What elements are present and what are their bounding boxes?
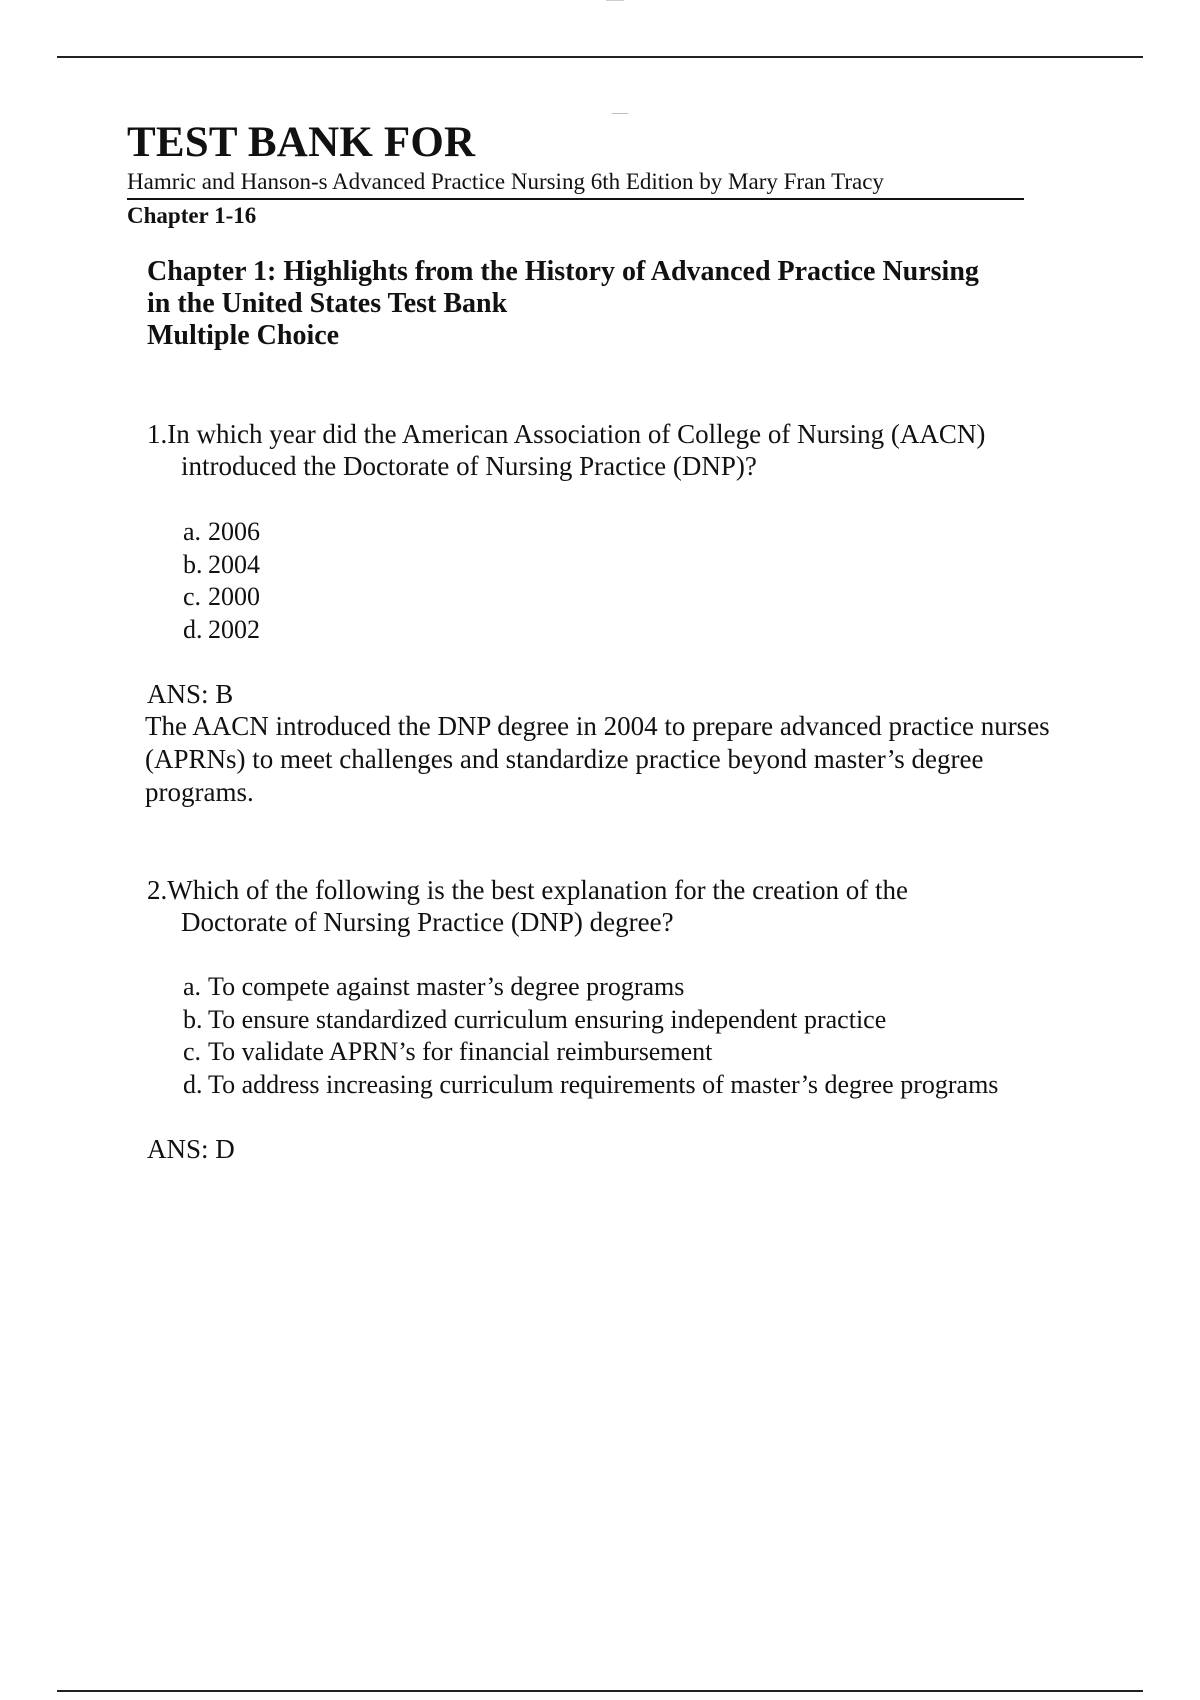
top-page-mark: [606, 0, 624, 1]
question-1-text-2: introduced the Doctorate of Nursing Practice (DNP)?: [181, 451, 757, 481]
option-letter: b.: [183, 549, 203, 579]
section-label: Multiple Choice: [147, 320, 340, 351]
option-text: 2002: [208, 614, 260, 644]
option-letter: d.: [183, 614, 203, 644]
question-1-number: 1.: [147, 419, 168, 449]
chapter-heading-line-1: Chapter 1: Highlights from the History of Advanced Practice Nursing: [147, 256, 979, 287]
header-dash-mark: [612, 113, 628, 114]
question-2-line-1: [147, 874, 1107, 906]
option-letter: c.: [183, 582, 202, 611]
page-title: TEST BANK FOR: [127, 119, 476, 166]
option-text: 2000: [208, 582, 260, 611]
chapter-heading-line-2: in the United States Test Bank: [147, 288, 508, 319]
question-1-options: [183, 516, 1083, 646]
question-1-rationale: [145, 710, 1095, 809]
question-2-text-2: Doctorate of Nursing Practice (DNP) degree?: [181, 907, 674, 937]
rationale-line-2: (APRNs) to meet challenges and standardize practice beyond master’s degree: [145, 744, 984, 774]
option-letter: d.: [183, 1069, 203, 1099]
question-2: [147, 874, 1107, 938]
bottom-rule: [57, 1690, 1143, 1692]
option-letter: b.: [183, 1004, 203, 1034]
option-1a: [183, 516, 1083, 549]
option-2d: [183, 1069, 1083, 1102]
option-text: To address increasing curriculum requirements of master’s degree programs: [208, 1069, 999, 1099]
option-2a: [183, 971, 1083, 1004]
option-2c: [183, 1036, 1083, 1069]
option-text: 2004: [208, 549, 260, 579]
option-letter: a.: [183, 517, 202, 546]
option-letter: a.: [183, 972, 202, 1001]
book-title: Hamric and Hanson-s Advanced Practice Nursing 6th Edition by Mary Fran Tracy: [127, 168, 1024, 200]
option-1b: [183, 549, 1083, 582]
chapter-range: Chapter 1-16: [127, 203, 257, 228]
option-1c: [183, 581, 1083, 614]
question-2-text-1: Which of the following is the best explanation for the creation of the: [167, 875, 909, 905]
option-2b: [183, 1004, 1083, 1037]
top-rule: [57, 56, 1143, 58]
option-letter: c.: [183, 1037, 202, 1066]
option-text: To ensure standardized curriculum ensuring independent practice: [208, 1004, 887, 1034]
option-text: To compete against master’s degree programs: [208, 972, 685, 1001]
question-2-answer: ANS: D: [147, 1134, 235, 1164]
question-1-text-1: In which year did the American Association of College of Nursing (AACN): [167, 419, 986, 449]
rationale-line-3: programs.: [145, 777, 254, 807]
question-2-number: 2.: [147, 875, 168, 905]
question-2-options: [183, 971, 1083, 1101]
question-1-line-1: [147, 418, 1107, 450]
chapter-heading: [147, 256, 1047, 352]
question-1: [147, 418, 1107, 482]
option-1d: [183, 614, 1083, 647]
question-1-answer: ANS: B: [147, 679, 234, 709]
rationale-line-1: The AACN introduced the DNP degree in 2004 to prepare advanced practice nurses: [145, 711, 1050, 741]
document-header: [127, 118, 1027, 231]
option-text: To validate APRN’s for financial reimbursement: [208, 1037, 713, 1066]
option-text: 2006: [208, 517, 260, 546]
